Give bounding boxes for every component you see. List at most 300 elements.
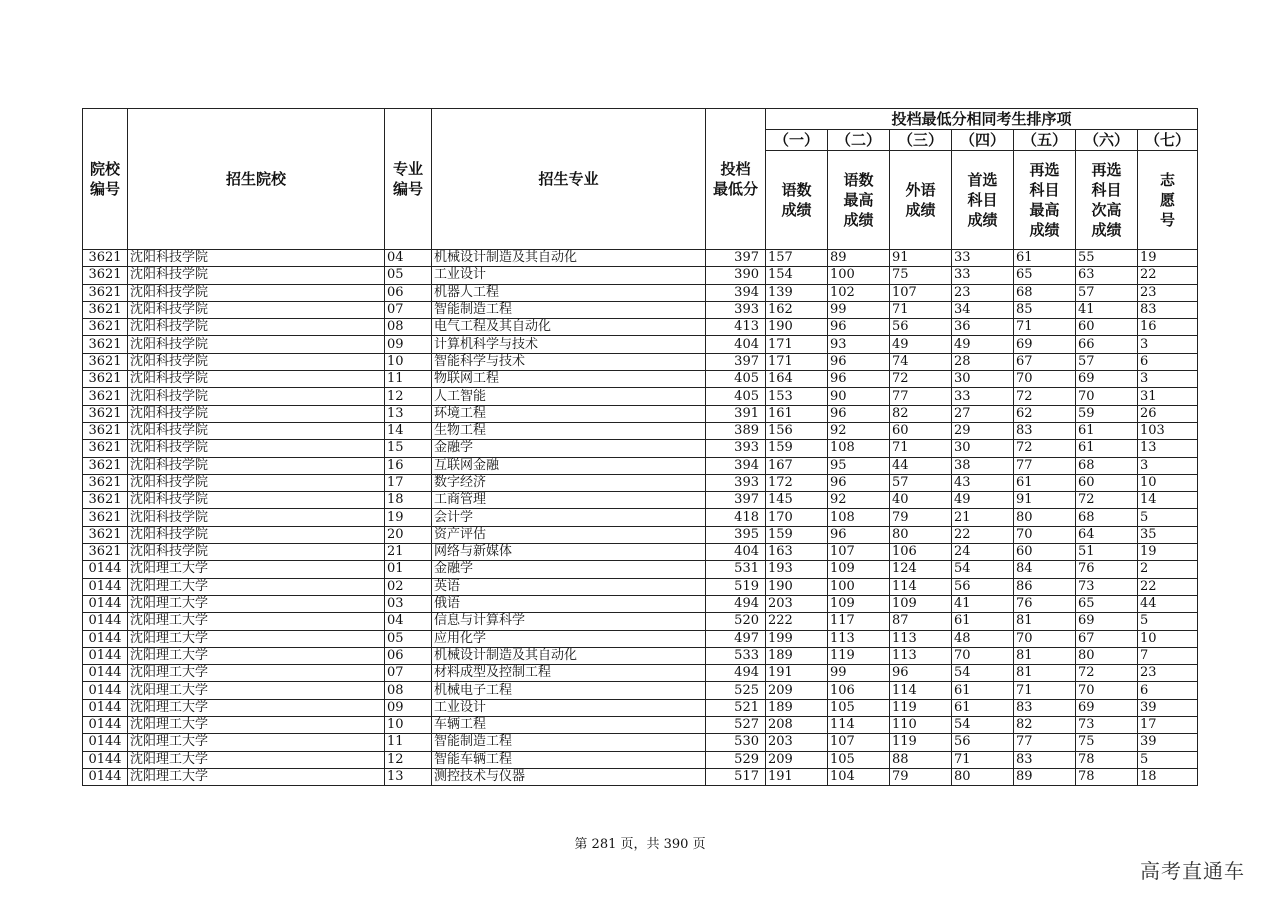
cell-reselect-second: 72	[1076, 665, 1138, 682]
cell-major-code: 13	[385, 768, 432, 785]
cell-school-name: 沈阳科技学院	[128, 509, 385, 526]
table-row	[83, 613, 1198, 630]
cell-first-subject: 36	[952, 319, 1014, 336]
cell-yushu-score: 172	[766, 474, 828, 491]
cell-yushu-max: 96	[828, 371, 890, 388]
cell-school-name: 沈阳科技学院	[128, 388, 385, 405]
cell-first-subject: 38	[952, 457, 1014, 474]
cell-min-score: 405	[706, 388, 766, 405]
cell-first-subject: 61	[952, 699, 1014, 716]
cell-reselect-max: 84	[1014, 561, 1076, 578]
cell-reselect-second: 68	[1076, 509, 1138, 526]
cell-school-code: 3621	[83, 474, 128, 491]
cell-reselect-max: 68	[1014, 284, 1076, 301]
cell-choice-number: 23	[1138, 284, 1198, 301]
cell-foreign-lang: 82	[890, 405, 952, 422]
cell-major-name: 互联网金融	[432, 457, 706, 474]
cell-school-code: 0144	[83, 682, 128, 699]
cell-yushu-max: 96	[828, 526, 890, 543]
header-sub-label: 语数 最高 成绩	[828, 151, 890, 250]
cell-major-code: 15	[385, 440, 432, 457]
cell-reselect-max: 61	[1014, 474, 1076, 491]
cell-reselect-second: 68	[1076, 457, 1138, 474]
cell-first-subject: 34	[952, 301, 1014, 318]
table-row	[83, 734, 1198, 751]
cell-choice-number: 23	[1138, 665, 1198, 682]
cell-first-subject: 29	[952, 422, 1014, 439]
cell-foreign-lang: 114	[890, 682, 952, 699]
cell-school-name: 沈阳理工大学	[128, 630, 385, 647]
cell-major-name: 电气工程及其自动化	[432, 319, 706, 336]
cell-foreign-lang: 40	[890, 492, 952, 509]
table-row	[83, 595, 1198, 612]
table-row	[83, 699, 1198, 716]
cell-reselect-max: 81	[1014, 647, 1076, 664]
cell-school-name: 沈阳理工大学	[128, 561, 385, 578]
cell-major-name: 金融学	[432, 440, 706, 457]
cell-major-code: 19	[385, 509, 432, 526]
cell-major-name: 智能车辆工程	[432, 751, 706, 768]
cell-choice-number: 103	[1138, 422, 1198, 439]
cell-school-name: 沈阳理工大学	[128, 768, 385, 785]
cell-major-name: 物联网工程	[432, 371, 706, 388]
cell-major-name: 工业设计	[432, 699, 706, 716]
header-tiebreak-group: 投档最低分相同考生排序项	[766, 109, 1198, 130]
cell-yushu-score: 189	[766, 647, 828, 664]
cell-yushu-max: 100	[828, 267, 890, 284]
cell-reselect-max: 77	[1014, 457, 1076, 474]
cell-yushu-max: 99	[828, 665, 890, 682]
cell-yushu-max: 107	[828, 544, 890, 561]
cell-yushu-max: 108	[828, 440, 890, 457]
cell-major-code: 04	[385, 613, 432, 630]
admission-score-table	[82, 108, 1198, 786]
header-sub-number: （一）	[766, 130, 828, 151]
table-row	[83, 405, 1198, 422]
cell-yushu-max: 117	[828, 613, 890, 630]
cell-first-subject: 48	[952, 630, 1014, 647]
cell-major-code: 10	[385, 717, 432, 734]
cell-school-code: 3621	[83, 509, 128, 526]
cell-min-score: 393	[706, 440, 766, 457]
cell-foreign-lang: 72	[890, 371, 952, 388]
cell-school-code: 0144	[83, 613, 128, 630]
cell-first-subject: 23	[952, 284, 1014, 301]
cell-min-score: 418	[706, 509, 766, 526]
cell-min-score: 519	[706, 578, 766, 595]
table-header	[83, 109, 1198, 250]
header-school-code: 院校 编号	[83, 109, 128, 250]
cell-major-code: 10	[385, 353, 432, 370]
cell-min-score: 397	[706, 353, 766, 370]
cell-reselect-max: 71	[1014, 319, 1076, 336]
cell-school-code: 0144	[83, 665, 128, 682]
cell-school-name: 沈阳科技学院	[128, 440, 385, 457]
cell-reselect-max: 62	[1014, 405, 1076, 422]
cell-reselect-second: 51	[1076, 544, 1138, 561]
cell-school-code: 3621	[83, 492, 128, 509]
cell-school-name: 沈阳理工大学	[128, 578, 385, 595]
cell-school-name: 沈阳理工大学	[128, 717, 385, 734]
cell-major-code: 18	[385, 492, 432, 509]
cell-major-name: 机械电子工程	[432, 682, 706, 699]
cell-min-score: 497	[706, 630, 766, 647]
cell-foreign-lang: 74	[890, 353, 952, 370]
cell-reselect-second: 78	[1076, 768, 1138, 785]
cell-school-name: 沈阳科技学院	[128, 284, 385, 301]
cell-major-code: 12	[385, 751, 432, 768]
table-row	[83, 336, 1198, 353]
cell-min-score: 413	[706, 319, 766, 336]
cell-first-subject: 33	[952, 267, 1014, 284]
table-row	[83, 440, 1198, 457]
cell-reselect-max: 86	[1014, 578, 1076, 595]
cell-first-subject: 80	[952, 768, 1014, 785]
cell-min-score: 393	[706, 301, 766, 318]
cell-reselect-second: 57	[1076, 284, 1138, 301]
cell-reselect-max: 60	[1014, 544, 1076, 561]
header-sub-number: （三）	[890, 130, 952, 151]
cell-school-name: 沈阳科技学院	[128, 319, 385, 336]
cell-yushu-score: 190	[766, 578, 828, 595]
cell-min-score: 394	[706, 457, 766, 474]
cell-yushu-max: 96	[828, 405, 890, 422]
cell-school-code: 3621	[83, 353, 128, 370]
cell-reselect-second: 66	[1076, 336, 1138, 353]
table-row	[83, 526, 1198, 543]
table-row	[83, 474, 1198, 491]
cell-yushu-max: 92	[828, 492, 890, 509]
cell-foreign-lang: 56	[890, 319, 952, 336]
header-sub-label: 再选 科目 次高 成绩	[1076, 151, 1138, 250]
cell-foreign-lang: 75	[890, 267, 952, 284]
header-sub-number: （七）	[1138, 130, 1198, 151]
cell-min-score: 525	[706, 682, 766, 699]
cell-reselect-max: 72	[1014, 388, 1076, 405]
cell-school-name: 沈阳理工大学	[128, 647, 385, 664]
cell-choice-number: 22	[1138, 578, 1198, 595]
cell-yushu-max: 96	[828, 319, 890, 336]
page-number: 第 281 页，共 390 页	[574, 837, 706, 852]
table-row	[83, 509, 1198, 526]
table-row	[83, 578, 1198, 595]
cell-major-code: 11	[385, 734, 432, 751]
cell-school-name: 沈阳科技学院	[128, 405, 385, 422]
cell-yushu-max: 104	[828, 768, 890, 785]
cell-major-code: 20	[385, 526, 432, 543]
cell-major-code: 16	[385, 457, 432, 474]
cell-major-name: 网络与新媒体	[432, 544, 706, 561]
cell-yushu-score: 222	[766, 613, 828, 630]
cell-major-name: 人工智能	[432, 388, 706, 405]
cell-school-name: 沈阳科技学院	[128, 371, 385, 388]
cell-major-code: 07	[385, 301, 432, 318]
cell-choice-number: 19	[1138, 250, 1198, 267]
cell-first-subject: 24	[952, 544, 1014, 561]
table-row	[83, 371, 1198, 388]
cell-yushu-score: 159	[766, 526, 828, 543]
cell-school-code: 0144	[83, 717, 128, 734]
cell-school-name: 沈阳理工大学	[128, 699, 385, 716]
cell-yushu-max: 89	[828, 250, 890, 267]
cell-yushu-max: 99	[828, 301, 890, 318]
cell-major-name: 智能制造工程	[432, 734, 706, 751]
cell-choice-number: 3	[1138, 371, 1198, 388]
table-row	[83, 319, 1198, 336]
cell-foreign-lang: 88	[890, 751, 952, 768]
table-row	[83, 544, 1198, 561]
cell-choice-number: 7	[1138, 647, 1198, 664]
cell-yushu-score: 191	[766, 665, 828, 682]
cell-first-subject: 33	[952, 388, 1014, 405]
cell-reselect-max: 77	[1014, 734, 1076, 751]
cell-yushu-score: 162	[766, 301, 828, 318]
cell-choice-number: 83	[1138, 301, 1198, 318]
cell-reselect-second: 73	[1076, 717, 1138, 734]
cell-reselect-max: 70	[1014, 371, 1076, 388]
cell-reselect-second: 75	[1076, 734, 1138, 751]
cell-reselect-max: 72	[1014, 440, 1076, 457]
cell-school-code: 0144	[83, 578, 128, 595]
cell-reselect-second: 64	[1076, 526, 1138, 543]
cell-foreign-lang: 87	[890, 613, 952, 630]
cell-yushu-score: 203	[766, 734, 828, 751]
cell-school-code: 3621	[83, 440, 128, 457]
header-sub-number: （六）	[1076, 130, 1138, 151]
cell-yushu-max: 106	[828, 682, 890, 699]
cell-reselect-max: 67	[1014, 353, 1076, 370]
cell-yushu-max: 105	[828, 751, 890, 768]
cell-major-code: 14	[385, 422, 432, 439]
header-sub-number: （二）	[828, 130, 890, 151]
table-row	[83, 284, 1198, 301]
cell-foreign-lang: 57	[890, 474, 952, 491]
cell-school-name: 沈阳理工大学	[128, 751, 385, 768]
cell-first-subject: 22	[952, 526, 1014, 543]
table-row	[83, 301, 1198, 318]
cell-reselect-second: 63	[1076, 267, 1138, 284]
cell-major-code: 08	[385, 682, 432, 699]
cell-min-score: 390	[706, 267, 766, 284]
cell-choice-number: 3	[1138, 336, 1198, 353]
cell-first-subject: 61	[952, 613, 1014, 630]
cell-yushu-max: 92	[828, 422, 890, 439]
cell-min-score: 389	[706, 422, 766, 439]
cell-foreign-lang: 71	[890, 440, 952, 457]
cell-reselect-max: 91	[1014, 492, 1076, 509]
cell-yushu-score: 164	[766, 371, 828, 388]
cell-first-subject: 71	[952, 751, 1014, 768]
cell-school-code: 0144	[83, 768, 128, 785]
table-row	[83, 457, 1198, 474]
header-sub-number: （五）	[1014, 130, 1076, 151]
cell-major-name: 金融学	[432, 561, 706, 578]
table-row	[83, 388, 1198, 405]
cell-major-code: 01	[385, 561, 432, 578]
cell-reselect-max: 81	[1014, 613, 1076, 630]
cell-yushu-max: 102	[828, 284, 890, 301]
cell-reselect-max: 69	[1014, 336, 1076, 353]
cell-school-name: 沈阳科技学院	[128, 492, 385, 509]
cell-first-subject: 49	[952, 492, 1014, 509]
cell-foreign-lang: 91	[890, 250, 952, 267]
cell-reselect-second: 69	[1076, 699, 1138, 716]
cell-choice-number: 5	[1138, 613, 1198, 630]
cell-first-subject: 49	[952, 336, 1014, 353]
cell-choice-number: 44	[1138, 595, 1198, 612]
table-row	[83, 353, 1198, 370]
cell-school-name: 沈阳科技学院	[128, 526, 385, 543]
cell-yushu-score: 145	[766, 492, 828, 509]
cell-min-score: 405	[706, 371, 766, 388]
cell-min-score: 404	[706, 336, 766, 353]
cell-yushu-score: 190	[766, 319, 828, 336]
cell-major-code: 07	[385, 665, 432, 682]
cell-choice-number: 31	[1138, 388, 1198, 405]
cell-foreign-lang: 49	[890, 336, 952, 353]
cell-first-subject: 30	[952, 371, 1014, 388]
cell-major-name: 机械设计制造及其自动化	[432, 647, 706, 664]
cell-school-code: 3621	[83, 267, 128, 284]
cell-major-code: 09	[385, 336, 432, 353]
cell-choice-number: 14	[1138, 492, 1198, 509]
table-row	[83, 267, 1198, 284]
cell-reselect-max: 85	[1014, 301, 1076, 318]
cell-school-name: 沈阳科技学院	[128, 336, 385, 353]
header-sub-label: 志 愿 号	[1138, 151, 1198, 250]
cell-foreign-lang: 107	[890, 284, 952, 301]
cell-min-score: 395	[706, 526, 766, 543]
cell-reselect-max: 76	[1014, 595, 1076, 612]
cell-major-name: 俄语	[432, 595, 706, 612]
cell-major-name: 工业设计	[432, 267, 706, 284]
cell-reselect-second: 70	[1076, 682, 1138, 699]
cell-foreign-lang: 110	[890, 717, 952, 734]
cell-first-subject: 27	[952, 405, 1014, 422]
table-row	[83, 717, 1198, 734]
table-row	[83, 250, 1198, 267]
cell-school-name: 沈阳理工大学	[128, 665, 385, 682]
cell-school-name: 沈阳理工大学	[128, 595, 385, 612]
cell-first-subject: 61	[952, 682, 1014, 699]
cell-major-name: 会计学	[432, 509, 706, 526]
cell-min-score: 393	[706, 474, 766, 491]
cell-foreign-lang: 109	[890, 595, 952, 612]
cell-major-code: 05	[385, 267, 432, 284]
cell-yushu-score: 156	[766, 422, 828, 439]
cell-major-code: 03	[385, 595, 432, 612]
cell-reselect-second: 69	[1076, 371, 1138, 388]
cell-yushu-score: 167	[766, 457, 828, 474]
header-sub-label: 语数 成绩	[766, 151, 828, 250]
table-row	[83, 682, 1198, 699]
cell-school-code: 3621	[83, 422, 128, 439]
cell-reselect-second: 70	[1076, 388, 1138, 405]
cell-foreign-lang: 79	[890, 768, 952, 785]
cell-major-code: 06	[385, 647, 432, 664]
cell-reselect-second: 41	[1076, 301, 1138, 318]
cell-yushu-max: 96	[828, 353, 890, 370]
cell-yushu-score: 153	[766, 388, 828, 405]
cell-reselect-second: 59	[1076, 405, 1138, 422]
cell-reselect-max: 83	[1014, 699, 1076, 716]
cell-yushu-score: 189	[766, 699, 828, 716]
cell-school-name: 沈阳科技学院	[128, 457, 385, 474]
cell-foreign-lang: 60	[890, 422, 952, 439]
cell-school-code: 3621	[83, 301, 128, 318]
cell-major-name: 数字经济	[432, 474, 706, 491]
cell-choice-number: 5	[1138, 509, 1198, 526]
cell-reselect-max: 83	[1014, 751, 1076, 768]
cell-foreign-lang: 119	[890, 699, 952, 716]
cell-reselect-second: 60	[1076, 319, 1138, 336]
cell-choice-number: 39	[1138, 699, 1198, 716]
cell-choice-number: 39	[1138, 734, 1198, 751]
cell-yushu-max: 108	[828, 509, 890, 526]
cell-choice-number: 18	[1138, 768, 1198, 785]
cell-yushu-max: 96	[828, 474, 890, 491]
table-row	[83, 751, 1198, 768]
cell-yushu-max: 90	[828, 388, 890, 405]
cell-major-name: 机械设计制造及其自动化	[432, 250, 706, 267]
cell-foreign-lang: 106	[890, 544, 952, 561]
cell-major-name: 计算机科学与技术	[432, 336, 706, 353]
cell-school-name: 沈阳科技学院	[128, 267, 385, 284]
cell-yushu-score: 157	[766, 250, 828, 267]
cell-reselect-max: 70	[1014, 630, 1076, 647]
cell-foreign-lang: 77	[890, 388, 952, 405]
cell-reselect-max: 83	[1014, 422, 1076, 439]
cell-major-code: 21	[385, 544, 432, 561]
cell-min-score: 527	[706, 717, 766, 734]
cell-school-name: 沈阳科技学院	[128, 353, 385, 370]
cell-foreign-lang: 71	[890, 301, 952, 318]
cell-major-name: 车辆工程	[432, 717, 706, 734]
cell-major-name: 机器人工程	[432, 284, 706, 301]
cell-reselect-second: 72	[1076, 492, 1138, 509]
cell-foreign-lang: 114	[890, 578, 952, 595]
cell-yushu-max: 109	[828, 561, 890, 578]
cell-school-name: 沈阳理工大学	[128, 734, 385, 751]
cell-reselect-second: 61	[1076, 440, 1138, 457]
cell-reselect-second: 69	[1076, 613, 1138, 630]
cell-first-subject: 41	[952, 595, 1014, 612]
cell-yushu-max: 114	[828, 717, 890, 734]
cell-yushu-score: 191	[766, 768, 828, 785]
cell-first-subject: 56	[952, 578, 1014, 595]
cell-yushu-score: 159	[766, 440, 828, 457]
cell-major-name: 材料成型及控制工程	[432, 665, 706, 682]
cell-major-name: 智能制造工程	[432, 301, 706, 318]
cell-yushu-score: 193	[766, 561, 828, 578]
cell-first-subject: 54	[952, 717, 1014, 734]
header-min-score: 投档 最低分	[706, 109, 766, 250]
cell-first-subject: 28	[952, 353, 1014, 370]
cell-yushu-score: 163	[766, 544, 828, 561]
cell-choice-number: 6	[1138, 682, 1198, 699]
cell-major-code: 02	[385, 578, 432, 595]
cell-school-code: 0144	[83, 561, 128, 578]
cell-yushu-score: 171	[766, 353, 828, 370]
cell-major-name: 环境工程	[432, 405, 706, 422]
cell-school-code: 3621	[83, 457, 128, 474]
cell-major-code: 06	[385, 284, 432, 301]
cell-reselect-max: 89	[1014, 768, 1076, 785]
cell-yushu-score: 139	[766, 284, 828, 301]
table-row	[83, 647, 1198, 664]
cell-foreign-lang: 79	[890, 509, 952, 526]
header-sub-label: 首选 科目 成绩	[952, 151, 1014, 250]
